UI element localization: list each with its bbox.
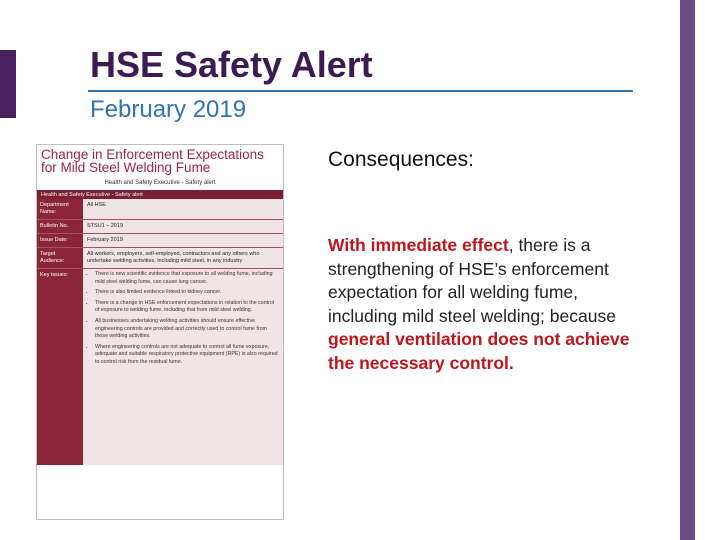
document-row [37,220,283,234]
document-header-band: Health and Safety Executive - Safety alert [37,190,283,199]
left-accent-bar [0,50,16,118]
document-subheading: Health and Safety Executive - Safety alert [104,180,216,186]
row-key: Bulletin No. [37,220,83,233]
right-accent-bar [680,0,695,540]
key-issue-item: • Where engineering controls are not adequate to control all fume exposure, adequate and suitable respiratory protective equipment (RPE) is also required to control risk from the residual fume. [95,344,279,367]
key-issue-item: • There is new scientific evidence that exposure to all welding fume, including mild steel welding fume, can cause lung cancer. [95,271,279,286]
consequences-paragraph [328,234,638,375]
key-issue-item: • There is also limited evidence linked to kidney cancer. [95,289,279,297]
paragraph-text: , there is a strengthening of HSE’s enforcement expectation for all welding fume, including mild steel welding; because [328,235,616,326]
document-row [37,234,283,248]
slide-title: HSE Safety Alert [90,44,373,85]
document-title: Change in Enforcement Expectations for Mild Steel Welding Fume [41,147,264,175]
document-row [37,199,283,220]
key-issues-list [83,269,283,465]
highlight-immediate-effect: With immediate effect [328,235,509,255]
document-row [37,248,283,269]
slide-subtitle: February 2019 [90,96,247,123]
row-value: All HSE [83,199,283,219]
consequences-heading: Consequences: [328,148,474,171]
row-value: STSU1 – 2019 [83,220,283,233]
row-key: Issue Date: [37,234,83,247]
row-key: Target Audience: [37,248,83,268]
key-issue-item: • There is a change in HSE enforcement expectations in relation to the control of exposure to welding fume, including that from mild steel welding. [95,300,279,315]
key-issues-label: Key issues: [37,269,83,465]
key-issues-row [37,269,283,465]
row-value: All workers, employers, self-employed, contractors and any others who undertake welding activities, including mild steel, in any industry [83,248,283,268]
highlight-ventilation: general ventilation does not achieve the necessary control. [328,329,630,373]
safety-alert-document-image [36,144,284,520]
row-key: Department Name: [37,199,83,219]
key-issue-item: • All businesses undertaking welding activities should ensure effective engineering controls are provided and correctly used to control fume from those welding activities. [95,318,279,341]
title-divider [88,90,633,92]
row-value: February 2019 [83,234,283,247]
